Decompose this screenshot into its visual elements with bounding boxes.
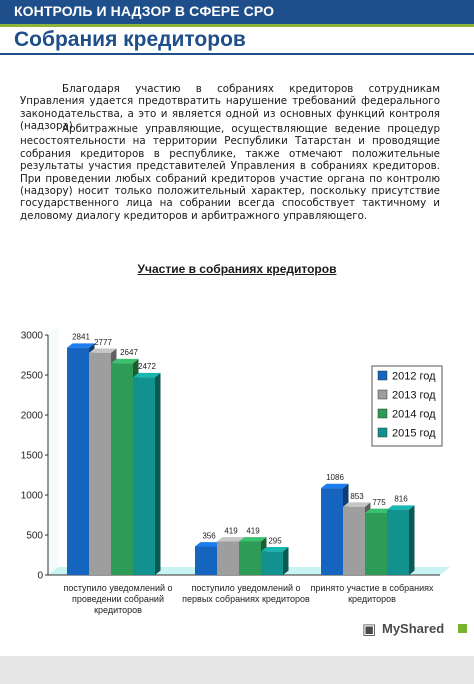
footer-band	[0, 656, 474, 684]
legend-label: 2012 год	[392, 370, 436, 383]
bar	[365, 513, 387, 575]
bar	[387, 510, 409, 575]
y-tick-label: 3000	[20, 330, 43, 342]
bar-side	[409, 505, 415, 575]
chart-side-wall	[48, 327, 58, 575]
y-tick-label: 2500	[20, 370, 43, 382]
bar-data-label: 2472	[138, 362, 156, 372]
bar	[261, 551, 283, 575]
category-label: проведении собраний	[72, 594, 164, 604]
category-label: принято участие в собраниях	[310, 583, 434, 593]
title-rule	[0, 53, 474, 55]
bar-side	[155, 373, 161, 575]
bar-side	[283, 547, 289, 575]
green-square-decoration	[458, 624, 467, 633]
legend-swatch	[378, 428, 387, 437]
legend-label: 2013 год	[392, 389, 436, 402]
category-label: поступило уведомлений о	[63, 583, 173, 593]
y-tick-label: 500	[26, 530, 43, 542]
y-tick-label: 1000	[20, 490, 43, 502]
bar-data-label: 775	[372, 498, 386, 507]
chart-title: Участие в собраниях кредиторов	[137, 262, 337, 276]
bar-data-label: 419	[246, 526, 260, 536]
bar	[67, 348, 89, 575]
section-title: КОНТРОЛЬ И НАДЗОР В СФЕРЕ СРО	[14, 3, 275, 19]
legend-swatch	[378, 409, 387, 418]
category-label: кредиторов	[94, 605, 142, 615]
page-title: Собрания кредиторов	[14, 28, 246, 51]
category-label: кредиторов	[348, 594, 396, 604]
bar	[111, 363, 133, 575]
bar-data-label: 816	[394, 494, 408, 504]
bar-data-label: 2777	[94, 337, 112, 347]
paragraph-1: Благодаря участию в собраниях кредиторов сотрудникам Управления удается предотвратить нарушение требований федерального законодательства, а это и является одной из основных функций контроля (надзора).	[20, 83, 440, 133]
bar-data-label: 853	[350, 491, 364, 501]
legend-swatch	[378, 390, 387, 399]
presentation-board-icon: ▣	[362, 621, 377, 638]
bar	[133, 377, 155, 575]
header-accent-line	[0, 24, 474, 27]
bar-data-label: 1086	[326, 473, 344, 483]
bar-chart	[0, 322, 474, 622]
legend-label: 2014 год	[392, 408, 436, 421]
bar	[195, 547, 217, 575]
watermark-text: MyShared	[382, 621, 445, 636]
bar	[89, 353, 111, 575]
bar-data-label: 2647	[120, 348, 138, 358]
bar	[321, 488, 343, 575]
y-tick-label: 0	[37, 570, 43, 582]
paragraph-2: Арбитражные управляющие, осуществляющие ведение процедур несостоятельности на территории Республики Татарстан и проводящие собрания кредиторов в республике, также отмечают положительные результаты участия представителей Управления в собраниях кредиторов. При проведении любых собраний кредиторов участие органа по контролю (надзору) носит только положительный характер, поскольку присутствие государственного лица на собрании всегда способствует тактичному и деловому диалогу кредиторов и арбитражного управляющего.	[20, 123, 440, 222]
header-bar	[0, 0, 474, 24]
legend-label: 2015 год	[392, 427, 436, 440]
y-tick-label: 2000	[20, 410, 43, 422]
bar	[239, 541, 261, 575]
category-label: первых собраниях кредиторов	[182, 594, 310, 604]
watermark	[362, 620, 466, 638]
bar-data-label: 419	[224, 526, 238, 536]
y-tick-label: 1500	[20, 450, 43, 462]
bar-data-label: 295	[268, 536, 282, 546]
legend-swatch	[378, 371, 387, 380]
bar-data-label: 356	[202, 531, 216, 541]
bar-data-label: 2841	[72, 332, 90, 342]
category-label: поступило уведомлений о	[191, 583, 301, 593]
bar	[217, 541, 239, 575]
bar	[343, 507, 365, 575]
